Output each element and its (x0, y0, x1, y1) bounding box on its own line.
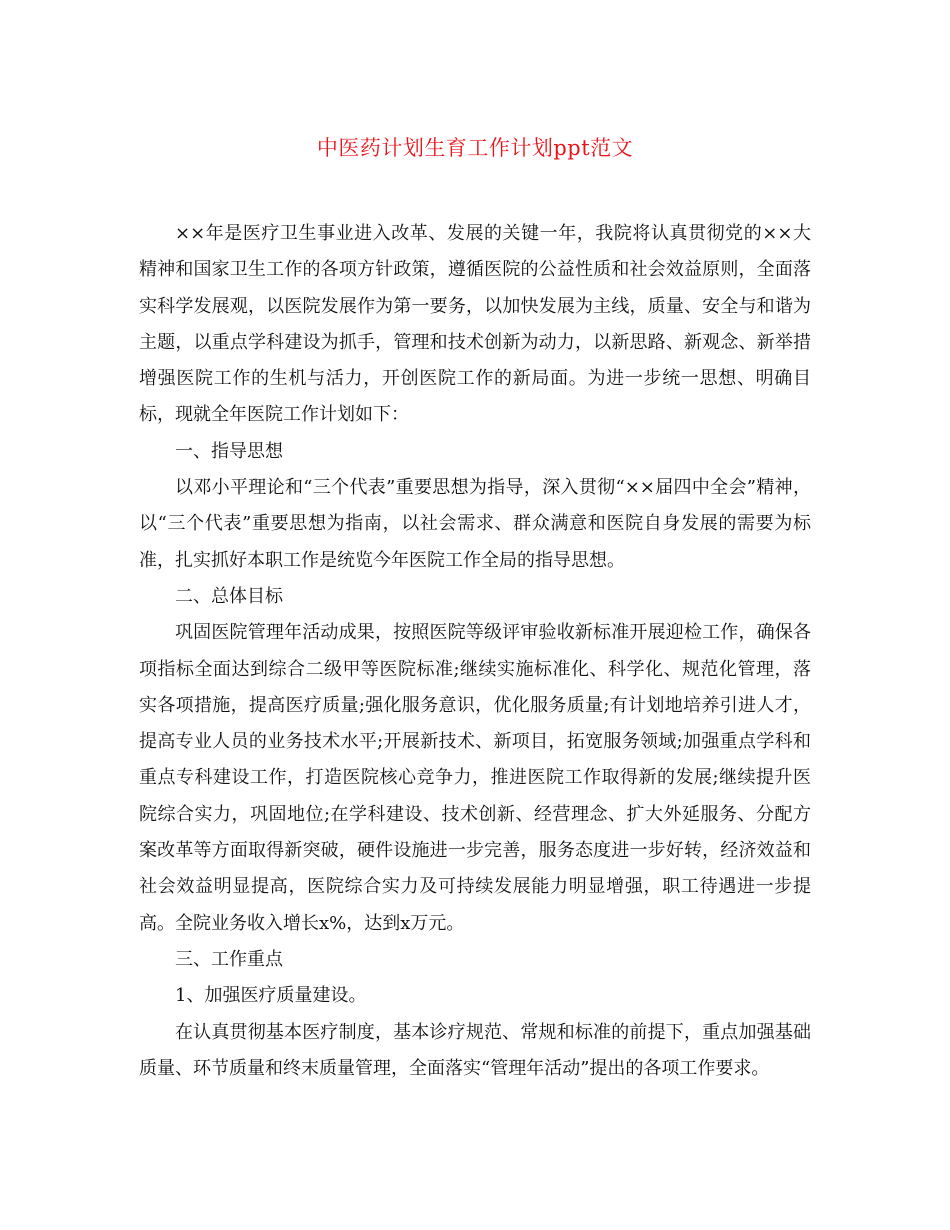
paragraph-medical-quality: 在认真贯彻基本医疗制度，基本诊疗规范、常规和标准的前提下，重点加强基础质量、环节质量和终末质量管理，全面落实“管理年活动”提出的各项工作要求。 (139, 1021, 811, 1079)
paragraph-overall-goal: 巩固医院管理年活动成果，按照医院等级评审验收新标准开展迎检工作，确保各项指标全面达到综合二级甲等医院标准;继续实施标准化、科学化、规范化管理，落实各项措施，提高医疗质量;强化服务意识，优化服务质量;有计划地培养引进人才，提高专业人员的业务技术水平;开展新技术、新项目，拓宽服务领域;加强重点学科和重点专科建设工作，打造医院核心竞争力，推进医院工作取得新的发展;继续提升医院综合实力，巩固地位;在学科建设、技术创新、经营理念、扩大外延服务、分配方案改革等方面取得新突破，硬件设施进一步完善，服务态度进一步好转，经济效益和社会效益明显提高，医院综合实力及可持续发展能力明显增强，职工待遇进一步提高。全院业务收入增长x%，达到x万元。 (139, 622, 811, 934)
paragraph-guiding-thought: 以邓小平理论和“三个代表”重要思想为指导，深入贯彻“××届四中全会”精神，以“三个代表”重要思想为指南，以社会需求、群众满意和医院自身发展的需要为标准，扎实抓好本职工作是统览今年医院工作全局的指导思想。 (139, 477, 811, 571)
section-heading-work-focus: 三、工作重点 (175, 948, 283, 970)
paragraph-intro: ××年是医疗卫生事业进入改革、发展的关键一年，我院将认真贯彻党的××大精神和国家卫生工作的各项方针政策，遵循医院的公益性质和社会效益原则，全面落实科学发展观，以医院发展作为第一要务，以加快发展为主线，质量、安全与和谐为主题，以重点学科建设为抓手，管理和技术创新为动力，以新思路、新观念、新举措增强医院工作的生机与活力，开创医院工作的新局面。为进一步统一思想、明确目标，现就全年医院工作计划如下： (139, 223, 811, 426)
section-heading-overall-goal: 二、总体目标 (175, 585, 283, 607)
subheading-medical-quality: 1、加强医疗质量建设。 (175, 985, 367, 1007)
section-heading-guiding-thought: 一、指导思想 (175, 440, 283, 462)
document-body (139, 216, 811, 1087)
document-title: 中医药计划生育工作计划ppt范文 (316, 136, 634, 160)
